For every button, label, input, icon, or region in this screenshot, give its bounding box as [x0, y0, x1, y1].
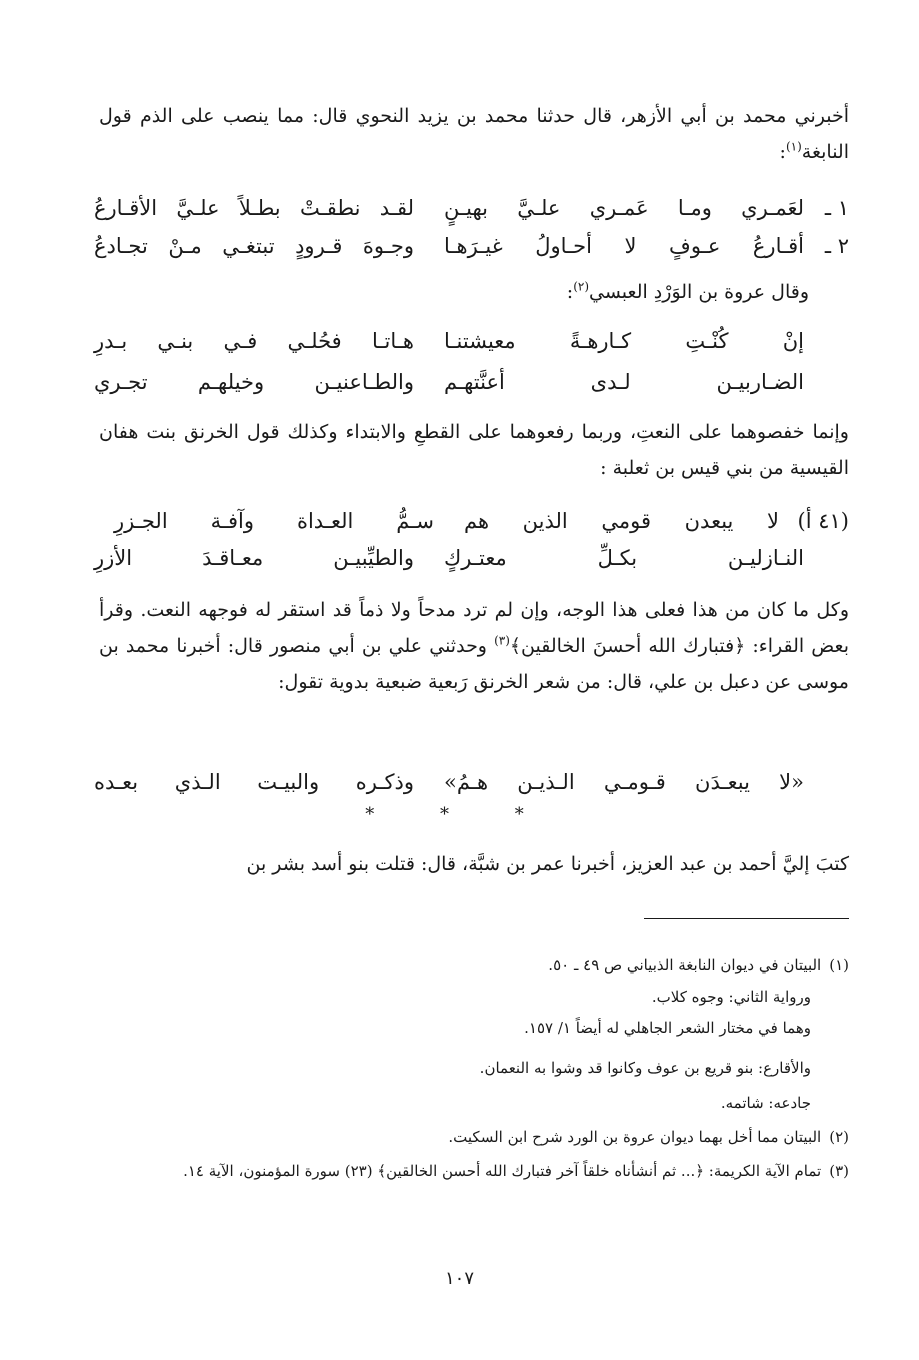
verse-first-hemistich: إنْ كُنْـتِ كـارهـةً معيشتنـا — [444, 329, 804, 353]
footnote-number: (١) — [829, 956, 849, 974]
paragraph-commentary — [99, 592, 849, 700]
verse-line — [89, 503, 849, 539]
paragraph-text: وكل ما كان من هذا فعلى هذا الوجه، وإن لم ترد مدحاً ولا ذماً قد استقر له فوجهه النعت. وقرأ بعض القراء: ﴿فتبارك الله أحسنَ الخالقين﴾ — [99, 599, 849, 657]
verse-second-hemistich: سـمُّ العـداة وآفـة الجـزرِ — [114, 509, 434, 533]
verse-first-hemistich: النـازليـن بكـلِّ معتـركٍ — [444, 546, 804, 570]
footnote-ref: (١) — [785, 139, 802, 154]
footnote — [99, 1158, 849, 1184]
footnote — [99, 1015, 811, 1041]
paragraph-urwa — [99, 274, 809, 310]
footnote-text: تمام الآية الكريمة: ﴿... ثم أنشأناه خلقاً آخر فتبارك الله أحسن الخالقين﴾ (٢٣) سورة المؤمنون، الآية ١٤. — [183, 1162, 822, 1180]
paragraph-intro — [99, 98, 849, 170]
footnote — [99, 1090, 811, 1116]
footnote — [99, 984, 811, 1010]
verse-number: ١ ـ — [824, 196, 849, 220]
paragraph-text: أخبرني محمد بن أبي الأزهر، قال حدثنا محمد بن يزيد النحوي قال: مما ينصب على الذم قول النابغة — [99, 105, 849, 163]
verse-second-hemistich: والطيِّبيـن معـاقـدَ الأزرِ — [94, 546, 414, 570]
verse-line — [89, 540, 849, 576]
footnote — [99, 952, 849, 978]
paragraph-text: وإنما خفصوهما على النعتِ، وربما رفعوهما على القطعِ والابتداء وكذلك قول الخرنق بنت هفان القيسية من بني قيس بن ثعلبة : — [99, 421, 849, 479]
paragraph-new-section — [99, 846, 849, 882]
verse-second-hemistich: وذكـره والبيـت الـذي بعـده — [94, 770, 414, 794]
footnote-number: (٣) — [829, 1162, 849, 1180]
paragraph-khirniq — [99, 414, 849, 486]
footnote-ref: (٣) — [494, 633, 510, 648]
verse-line — [89, 323, 849, 359]
footnote — [99, 1124, 849, 1150]
verse-number: (٤١ أ) — [797, 509, 849, 533]
verse-second-hemistich: وجـوهَ قـرودٍ تبتغـي مـنْ تجـادعُ — [94, 234, 414, 258]
footnote-text: ورواية الثاني: وجوه كلاب. — [651, 988, 811, 1006]
section-separator: * * * — [365, 804, 554, 825]
paragraph-text: وحدثني علي بن أبي منصور قال: أخبرنا محمد بن موسى عن دعبل بن علي، قال: من شعر الخرنق رَبعية ضبعية بدوية تقول: — [99, 635, 849, 693]
verse-line — [89, 190, 849, 226]
footnote-number: (٢) — [829, 1128, 849, 1146]
verse-second-hemistich: هـاتـا فحُلـي فـي بنـي بـدرِ — [94, 329, 414, 353]
footnote-text: والأقارع: بنو قريع بن عوف وكانوا قد وشوا به النعمان. — [479, 1059, 811, 1077]
verse-second-hemistich: لقـد نطقـتْ بطـلاً علـيَّ الأقـارعُ — [94, 196, 414, 220]
verse-first-hemistich: لا يبعدن قومي الذين هم — [464, 509, 779, 533]
verse-second-hemistich: والطـاعنيـن وخيلهـم تجـري — [94, 370, 414, 394]
footnote-text: البيتان مما أخل بهما ديوان عروة بن الورد شرح ابن السكيت. — [448, 1128, 822, 1146]
footnote-divider — [644, 918, 849, 919]
paragraph-text: كتبَ إليَّ أحمد بن عبد العزيز، أخبرنا عمر بن شبَّة، قال: قتلت بنو أسد بشر بن — [246, 853, 849, 875]
verse-line — [89, 764, 849, 800]
paragraph-text: : — [566, 281, 574, 303]
verse-line — [89, 228, 849, 264]
verse-first-hemistich: لعَمـري ومـا عَمـري علـيَّ بهيـنٍ — [444, 196, 804, 220]
footnote-text: وهما في مختار الشعر الجاهلي له أيضاً ١/ ١٥٧. — [524, 1019, 811, 1037]
footnote-ref: (٢) — [573, 279, 590, 294]
verse-first-hemistich: «لا يبعـدَن قـومـي الـذيـن هـمُ» — [444, 770, 804, 794]
verse-first-hemistich: أقـارعُ عـوفٍ لا أحـاولُ غيـرَهـا — [444, 234, 804, 258]
page-number: ١٠٧ — [444, 1268, 474, 1289]
paragraph-text: وقال عروة بن الوَرْدِ العبسي — [589, 281, 809, 303]
footnote — [99, 1055, 811, 1081]
footnote-text: جادعه: شاتمه. — [720, 1094, 811, 1112]
verse-line — [89, 364, 849, 400]
verse-first-hemistich: الضـاربيـن لـدى أعنَّتهـم — [444, 370, 804, 394]
verse-number: ٢ ـ — [824, 234, 849, 258]
footnote-text: البيتان في ديوان النابغة الذبياني ص ٤٩ ـ ٥٠. — [548, 956, 822, 974]
paragraph-text: : — [779, 141, 786, 163]
